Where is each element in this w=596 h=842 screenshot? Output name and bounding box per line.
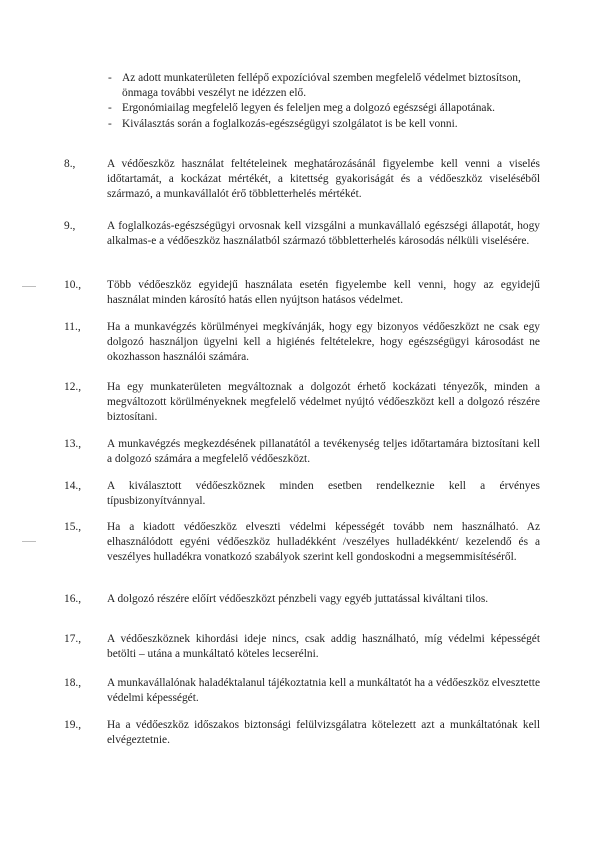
item-number: 13., [64,438,82,450]
item-text: Ha egy munkaterületen megváltoznak a dolgozót érhető kockázati tényezők, minden a megváltozott körülményeknek megfelelő védelmet nyújtó védőeszközt kell a dolgozó részére biztosítani. [107,381,540,424]
bullet-text: Ergonómiailag megfelelő legyen és feleljen meg a dolgozó egészségi állapotának. [122,102,496,115]
numbered-item [64,278,540,308]
item-text: Ha a védőeszköz időszakos biztonsági felülvizsgálatra kötelezett azt a munkáltatónak kell elvégeztetnie. [107,719,540,747]
item-number: 12., [64,381,82,393]
margin-mark [22,541,36,542]
item-text: Több védőeszköz egyidejű használata esetén figyelembe kell venni, hogy az egyidejű használat minden károsító hatás ellen nyújtson hatásos védelmet. [107,279,540,307]
item-text: A védőeszköz használat feltételeinek meghatározásánál figyelembe kell venni a viselés időtartamát, a kockázat mértékét, a kitettség gyakoriságát és a védőeszköz viseléséből származó, a munkavállalót érő többletterhelés mértékét. [107,158,540,201]
item-text: A kiválasztott védőeszköznek minden esetben rendelkeznie kell a érvényes típusbizonyítvánnyal. [107,480,540,508]
bullet-item [108,117,538,132]
item-text: A munkavégzés megkezdésének pillanatától a tevékenység teljes időtartamára biztosítani kell a dolgozó számára a megfelelő védőeszközt. [107,438,540,466]
item-text: A védőeszköznek kihordási ideje nincs, csak addig használható, míg védelmi képességét betölti – utána a munkáltató köteles lecserélni. [107,633,540,661]
bullet-dash: - [108,117,112,130]
numbered-item [64,479,540,509]
item-number: 14., [64,480,82,492]
item-number: 11., [64,321,81,333]
item-text: Ha a munkavégzés körülményei megkívánják, hogy egy bizonyos védőeszközt ne csak egy dolgozó használjon ügyelni kell a higiénés feltételekre, hogy egészségügyi károsodást ne okozhasson használói számára. [107,321,540,364]
item-number: 18., [64,677,82,689]
item-text: A foglalkozás-egészségügyi orvosnak kell vizsgálni a munkavállaló egészségi állapotát, hogy alkalmas-e a védőeszköz használatból származó többletterhelés károsodás nélküli viselésére. [107,220,540,248]
item-text: Ha a kiadott védőeszköz elveszti védelmi képességét tovább nem használható. Az elhasználódott egyéni védőeszköz hulladékként /veszélyes hulladékként/ kezelendő és a veszélyes hulladékra vonatkozó szabályok szerint kell gondoskodni a megsemmisítéséről. [107,521,540,564]
item-number: 15., [64,521,82,533]
numbered-item [64,380,540,426]
bullet-list [108,71,538,132]
numbered-item [64,219,540,249]
item-number: 19., [64,719,82,731]
bullet-text: Kiválasztás során a foglalkozás-egészségügyi szolgálatot is be kell vonni. [122,117,458,130]
bullet-dash: - [108,102,112,115]
bullet-text: Az adott munkaterületen fellépő expozícióval szemben megfelelő védelmet biztosítson, önmaga további veszélyt ne idézzen elő. [122,72,521,100]
item-number: 16., [64,593,82,605]
bullet-item [108,71,538,101]
item-number: 8., [64,158,76,170]
numbered-item [64,676,540,706]
item-number: 10., [64,279,82,291]
numbered-item [64,592,540,607]
numbered-item [64,632,540,662]
bullet-dash: - [108,72,112,84]
item-text: A dolgozó részére előírt védőeszközt pénzbeli vagy egyéb juttatással kiváltani tilos. [107,593,489,605]
numbered-item [64,157,540,203]
item-number: 17., [64,633,82,645]
numbered-item [64,437,540,467]
item-number: 9., [64,220,76,232]
numbered-item [64,718,540,748]
numbered-item [64,520,540,566]
margin-mark [22,286,36,287]
numbered-item [64,320,540,366]
item-text: A munkavállalónak haladéktalanul tájékoztatnia kell a munkáltatót ha a védőeszköz elvesztette védelmi képességét. [107,677,540,705]
bullet-item [108,101,538,116]
